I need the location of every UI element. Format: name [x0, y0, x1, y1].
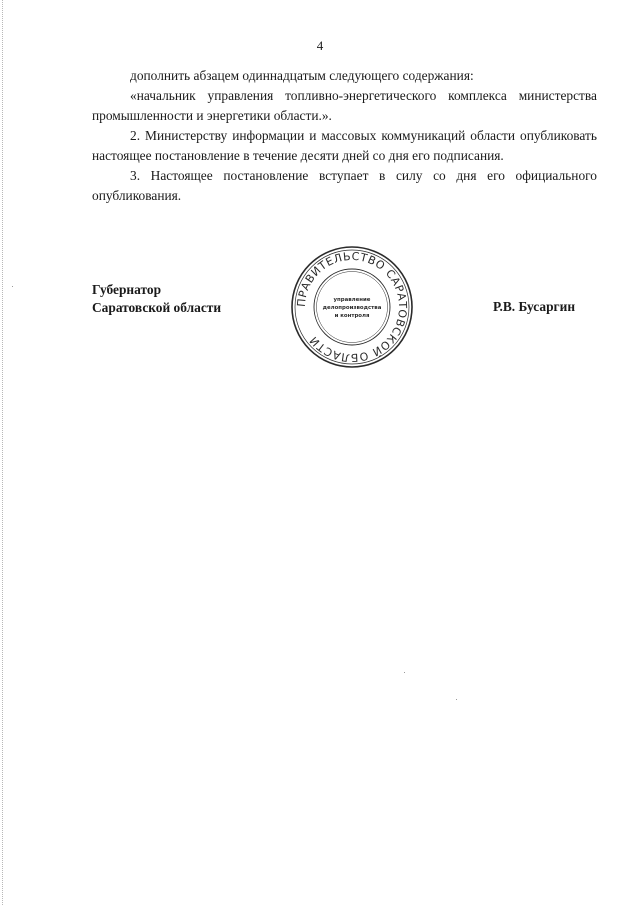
scan-speck — [456, 699, 457, 700]
seal-center-line-3: и контроля — [334, 313, 370, 319]
seal-graphic — [290, 245, 414, 369]
paragraph-2: «начальник управления топливно-энергетического комплекса министерства промышленности и энергетики области.». — [92, 88, 597, 123]
signatory-title-line-1: Губернатор — [92, 282, 162, 297]
paragraph-3: 2. Министерству информации и массовых коммуникаций области опубликовать настоящее постановление в течение десяти дней со дня его подписания. — [92, 128, 597, 163]
paragraph-1: дополнить абзацем одиннадцатым следующего содержания: — [130, 68, 474, 83]
seal-ring-text: ПРАВИТЕЛЬСТВО САРАТОВСКОЙ ОБЛАСТИ — [294, 249, 410, 365]
scan-edge-line — [2, 0, 3, 905]
page-number: 4 — [316, 38, 324, 53]
seal-center-line-2: делопроизводства — [322, 305, 382, 311]
signatory-title — [92, 281, 221, 317]
official-seal — [290, 245, 414, 369]
signatory-title-line-2: Саратовской области — [92, 300, 222, 315]
signatory-name: Р.В. Бусаргин — [493, 299, 576, 314]
paragraph-4: 3. Настоящее постановление вступает в силу со дня его официального опубликования. — [92, 168, 597, 203]
scan-speck — [404, 672, 405, 673]
scan-speck — [12, 286, 13, 287]
seal-center-line-1: управление — [333, 297, 371, 303]
body-text — [92, 66, 597, 206]
